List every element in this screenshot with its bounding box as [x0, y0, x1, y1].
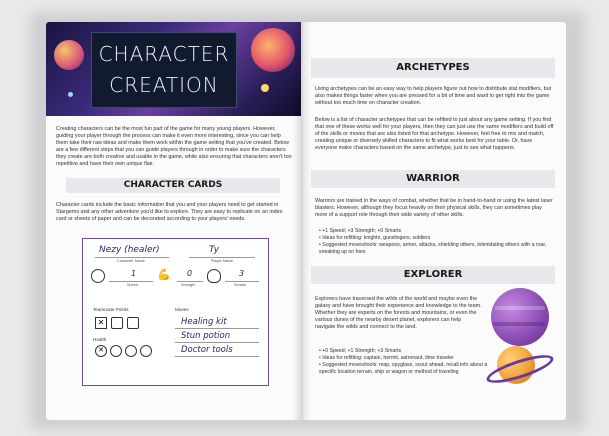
smarts-label: Smarts — [234, 283, 247, 287]
underline — [175, 328, 259, 329]
explorer-bullet: • Suggested moves/tools: map, spyglass, scout ahead, recall info about a specific location terrain, ship or wagon or method of traveling — [319, 362, 488, 375]
health-faces — [95, 345, 152, 357]
underline — [109, 281, 153, 282]
face-icon: ✕ — [95, 345, 107, 357]
move-item: Doctor tools — [181, 345, 233, 355]
move-item: Healing kit — [181, 317, 227, 327]
banner-title-box — [91, 32, 237, 108]
book-spine-shadow — [293, 22, 311, 420]
warrior-bullet: • +1 Speed; +3 Strength; +0 Smarts — [319, 228, 402, 234]
character-name-value: Nezy (healer) — [99, 245, 160, 255]
underline — [175, 356, 259, 357]
planet-stripe — [493, 322, 545, 326]
dice-icon — [127, 317, 139, 329]
section-heading-archetypes: ARCHETYPES — [311, 58, 555, 78]
player-name-label: Player Name — [211, 259, 233, 263]
move-item: Stun potion — [181, 331, 231, 341]
strength-label: Strength — [181, 283, 196, 287]
section-heading-explorer: EXPLORER — [311, 266, 555, 284]
face-icon — [125, 345, 137, 357]
underline — [189, 257, 255, 258]
warrior-bullet: • Suggested moves/tools: weapons, armor, attacks, shielding others, intimidating others with a roar, sneaking up on foes — [319, 242, 547, 255]
intro-paragraph: Creating characters can be the most fun part of the game for many young players. However, guiding your player through the process can make it even more interesting, since you can help them take their raw ideas and make them work within the game setting that you've created. Below are a few different steps that you can guide players through in order to make sure the characters they create are both creative and usable in the game, while also ensuring that characters aren't too repetitive and have their own unique flair. — [56, 126, 292, 167]
speed-icon — [91, 269, 105, 283]
banner-star-decoration — [68, 92, 73, 97]
banner-planet-decoration — [54, 40, 84, 70]
underline — [225, 281, 259, 282]
teammate-points-label: Teammate Points — [93, 307, 129, 312]
underline — [95, 257, 169, 258]
strength-icon: 💪 — [157, 269, 171, 281]
health-label: Health — [93, 337, 107, 342]
character-cards-paragraph: Character cards include the basic information that you and your players need to get started in Stargems and any other adventure you'd like to explore. They are easy to replicate on an index card or sheets of paper and can be decorated according to your players' needs. — [56, 202, 283, 222]
character-card — [82, 238, 269, 386]
purple-planet-icon — [491, 288, 549, 346]
section-heading-warrior: WARRIOR — [311, 170, 555, 188]
left-page — [46, 22, 301, 420]
warrior-bullet: • Ideas for refitting: knights, gunslingers, soldiers — [319, 235, 431, 241]
character-name-label: Character Name — [117, 259, 145, 263]
banner-planet-decoration — [251, 28, 295, 72]
underline — [175, 342, 259, 343]
moves-label: Moves — [175, 307, 189, 312]
brain-icon — [207, 269, 221, 283]
speed-value: 1 — [131, 269, 137, 278]
dice-icon — [111, 317, 123, 329]
explorer-bullet: • Ideas for refitting: captain, hermit, astronaut, time traveler — [319, 355, 454, 361]
strength-value: 0 — [187, 269, 193, 278]
planet-stripe — [495, 306, 545, 310]
right-page — [301, 22, 566, 420]
player-name-value: Ty — [209, 245, 220, 255]
section-heading-character-cards: CHARACTER CARDS — [66, 178, 280, 193]
title-line-1: CHARACTER — [98, 42, 230, 66]
teammate-points-dice — [95, 317, 139, 329]
explorer-paragraph: Explorers have traversed the wilds of the world and maybe even the galaxy and have brought their experience and knowledge to the team. Whether they are experts on the forests and mountains, or even the various dunes of the nearby desert planet, explorers can help navigate the wilds and connect to the land. — [315, 296, 482, 330]
smarts-value: 3 — [239, 269, 245, 278]
face-icon — [110, 345, 122, 357]
archetypes-paragraph-1: Using archetypes can be an easy way to help players figure out how to distribute stat modifiers, but also makes things faster when you are pressed for a bit of time and want to get right into the game without too much time on character creation. — [315, 86, 552, 106]
archetypes-paragraph-2: Below is a list of character archetypes that can be refitted to just about any game setting. If you find that one of these works well for your players, then they can just use the same modifiers and build off of the skills or moves that are also listed for that archetype. However, feel free to mix and match, creating unique or diversely skilled characters to fit what works best for your table. Or, have everyone make characters based on the same archetype, just to see what happens. — [315, 117, 554, 151]
dice-icon: ✕ — [95, 317, 107, 329]
underline — [177, 281, 203, 282]
banner-image — [46, 22, 301, 116]
banner-star-decoration — [261, 84, 269, 92]
title-line-2: CREATION — [109, 73, 219, 97]
warrior-paragraph: Warriors are trained in the ways of combat, whether that be in hand-to-hand or using the latest laser blasters. However, although they focus heavily on their physical skills, they can sometimes play more of a support role through their wide variety of other skills. — [315, 198, 553, 218]
face-icon — [140, 345, 152, 357]
explorer-bullet: • +0 Speed; +1 Strength; +3 Smarts — [319, 348, 402, 354]
page-title — [92, 39, 236, 101]
speed-label: Speed — [127, 283, 138, 287]
